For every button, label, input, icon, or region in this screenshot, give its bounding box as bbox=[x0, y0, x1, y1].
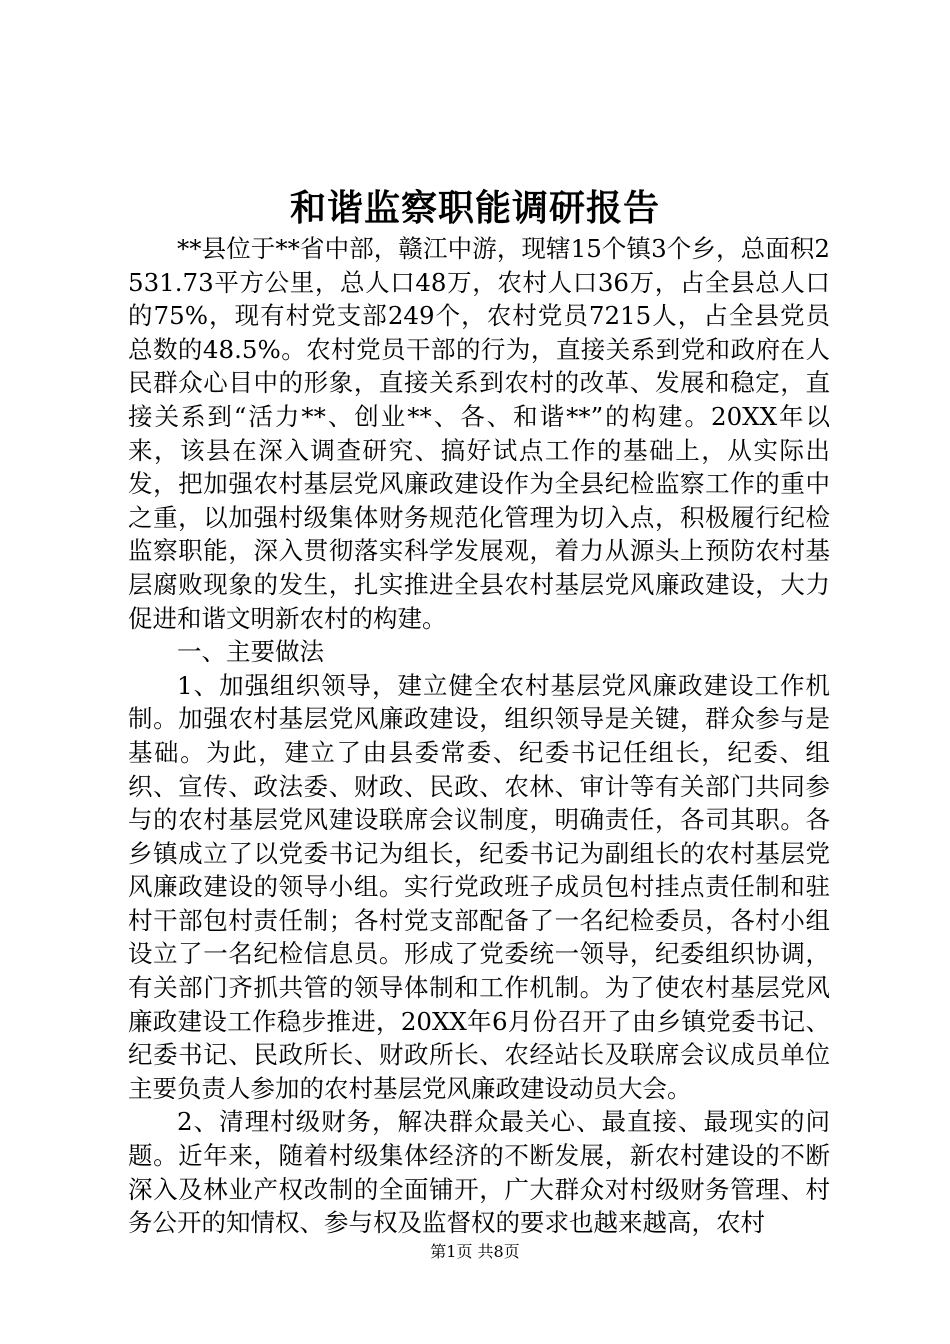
paragraph-village-finance: 2、清理村级财务，解决群众最关心、最直接、最现实的问题。近年来，随着村级集体经济的不断发展，新农村建设的不断深入及林业产权改制的全面铺开，广大群众对村级财务管理、村务公开的知情权、参与权及监督权的要求也越来越高，农村 bbox=[128, 1107, 830, 1238]
page-number-footer: 第1页 共8页 bbox=[430, 1242, 520, 1261]
document-body bbox=[128, 232, 830, 1240]
section-heading-main-practices: 一、主要做法 bbox=[177, 637, 324, 667]
document-title: 和谐监察职能调研报告 bbox=[289, 187, 660, 229]
paragraph-organization-leadership: 1、加强组织领导，建立健全农村基层党风廉政建设工作机制。加强农村基层党风廉政建设，组织领导是关键，群众参与是基础。为此，建立了由县委常委、纪委书记任组长，纪委、组织、宣传、政法委、财政、民政、农林、审计等有关部门共同参与的农村基层党风建设联席会议制度，明确责任，各司其职。各乡镇成立了以党委书记为组长，纪委书记为副组长的农村基层党风廉政建设的领导小组。实行党政班子成员包村挂点责任制和驻村干部包村责任制；各村党支部配备了一名纪检委员，各村小组设立了一名纪检信息员。形成了党委统一领导，纪委组织协调，有关部门齐抓共管的领导体制和工作机制。为了使农村基层党风廉政建设工作稳步推进，20XX年6月份召开了由乡镇党委书记、纪委书记、民政所长、财政所长、农经站长及联席会议成员单位主要负责人参加的农村基层党风廉政建设动员大会。 bbox=[128, 670, 830, 1103]
paragraph-intro: **县位于**省中部，赣江中游，现辖15个镇3个乡，总面积2531.73平方公里，总人口48万，农村人口36万，占全县总人口的75%，现有村党支部249个，农村党员7215人，占全县党员总数的48.5%。农村党员干部的行为，直接关系到党和政府在人民群众心目中的形象，直接关系到农村的改革、发展和稳定，直接关系到“活力**、创业**、各、和谐**”的构建。20XX年以来，该县在深入调查研究、搞好试点工作的基础上，从实际出发，把加强农村基层党风廉政建设作为全县纪检监察工作的重中之重，以加强村级集体财务规范化管理为切入点，积极履行纪检监察职能，深入贯彻落实科学发展观，着力从源头上预防农村基层腐败现象的发生，扎实推进全县农村基层党风廉政建设，大力促进和谐文明新农村的构建。 bbox=[128, 234, 830, 633]
